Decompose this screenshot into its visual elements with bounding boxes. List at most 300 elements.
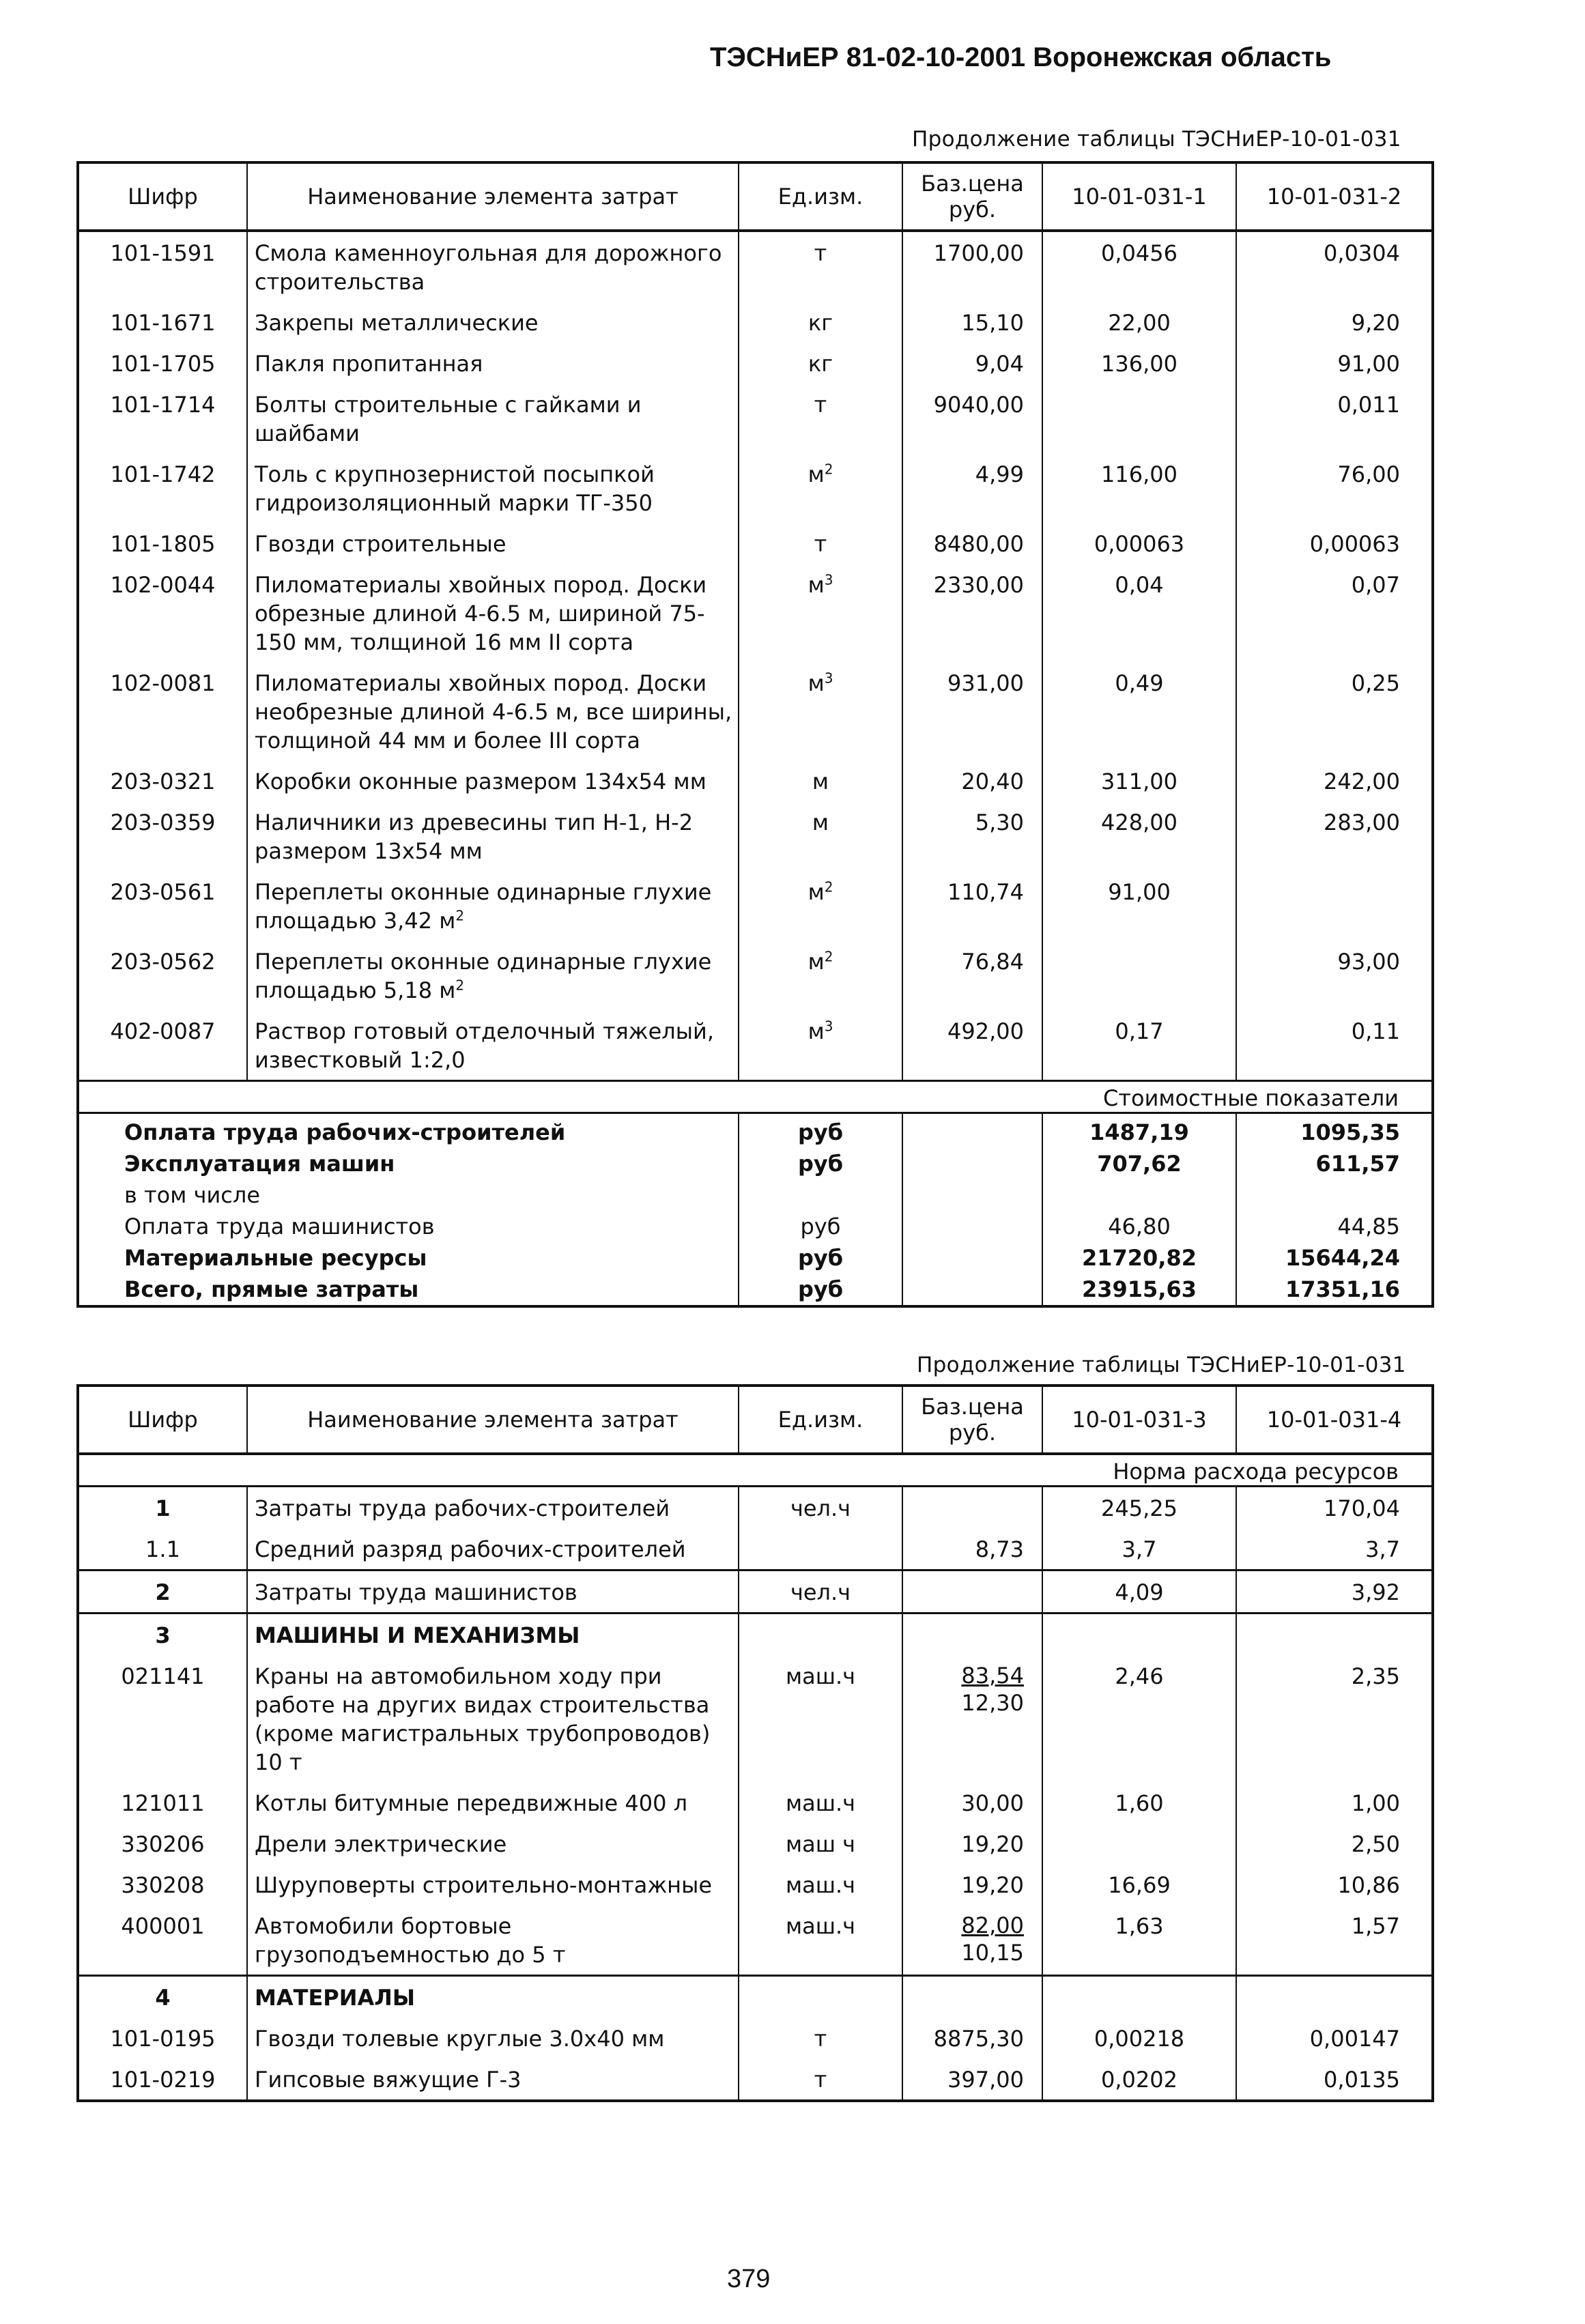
table-header-row: [78, 162, 1433, 231]
resource-name-text: Гипсовые вяжущие Г-3: [255, 2067, 522, 2093]
cost-value-2-text: 1095,35: [1300, 1119, 1400, 1145]
section-label-text: Норма расхода ресурсов: [1113, 1459, 1399, 1484]
table-row: [78, 2058, 1433, 2101]
norm-value-2: [1236, 384, 1433, 453]
cost-label: [78, 1211, 739, 1242]
resource-name: [247, 231, 739, 302]
norm-value-1-text: 0,49: [1115, 670, 1164, 696]
resource-name-text: Дрели электрические: [255, 1831, 507, 1857]
norm-value-2: [1236, 1570, 1433, 1613]
resource-table-1: [76, 161, 1434, 1308]
unit-text: кг: [808, 310, 833, 336]
norm-value-2-text: 1,57: [1351, 1913, 1400, 1939]
table-row: [78, 1487, 1433, 1529]
unit-text: м: [808, 572, 825, 598]
norm-value-2-text: 0,011: [1337, 392, 1400, 418]
norm-value-2-text: 2,35: [1351, 1663, 1400, 1689]
cost-unit-text: руб: [797, 1276, 844, 1302]
resource-name: [247, 1655, 739, 1782]
norm-value-2: [1236, 564, 1433, 662]
norm-value-2-text: 76,00: [1337, 461, 1400, 487]
norm-value-1: [1042, 384, 1236, 453]
unit: [739, 1782, 902, 1823]
cost-empty: [902, 1148, 1042, 1179]
resource-code-text: 101-0195: [110, 2026, 216, 2052]
resource-code-text: 102-0081: [110, 670, 216, 696]
cost-row: [78, 1179, 1433, 1211]
unit-text: чел.ч: [790, 1579, 851, 1605]
resource-name-text: Пиломатериалы хвойных пород. Доски обрезные длиной 4-6.5 м, шириной 75-150 мм, толщиной 16 мм II сорта: [255, 572, 707, 655]
resource-name: [247, 1905, 739, 1976]
resource-code-text: 101-1742: [110, 461, 216, 487]
unit-text: т: [814, 392, 827, 418]
base-price-text: 9,04: [975, 351, 1024, 377]
resource-code: [78, 1528, 247, 1570]
cost-label-text: Эксплуатация машин: [124, 1151, 395, 1177]
unit: [739, 871, 902, 941]
base-price: [902, 1905, 1042, 1976]
resource-name: [247, 871, 739, 941]
cost-row: [78, 1211, 1433, 1242]
resource-code-text: 101-1705: [110, 351, 216, 377]
resource-code-text: 101-1591: [110, 240, 216, 266]
norm-value-1-text: 0,0456: [1101, 240, 1177, 266]
resource-code-text: 203-0321: [110, 769, 216, 794]
section-label: [78, 1454, 1433, 1487]
resource-code-text: 102-0044: [110, 572, 216, 598]
resource-code-text: 101-1714: [110, 392, 216, 418]
base-price: [902, 453, 1042, 523]
cost-row: [78, 1274, 1433, 1306]
resource-name: [247, 1613, 739, 1656]
unit: [739, 1905, 902, 1976]
unit-text: маш ч: [785, 1831, 856, 1857]
unit: [739, 523, 902, 564]
unit: [739, 1613, 902, 1656]
norm-value-1: [1042, 231, 1236, 302]
cost-unit-text: руб: [797, 1119, 844, 1145]
resource-code: [78, 343, 247, 384]
base-price-text: 19,20: [961, 1872, 1024, 1898]
resource-code-text: 2: [155, 1579, 171, 1605]
resource-code: [78, 760, 247, 801]
base-price-text: 4,99: [975, 461, 1024, 487]
cost-unit: [739, 1211, 902, 1242]
norm-value-2: [1236, 1655, 1433, 1782]
cost-value-2-text: 44,85: [1337, 1214, 1400, 1239]
norm-value-2-text: 2,50: [1351, 1831, 1400, 1857]
resource-table-2: [76, 1384, 1434, 2102]
unit-text: м: [808, 949, 825, 975]
base-price: [902, 1570, 1042, 1613]
table-row: [78, 1782, 1433, 1823]
table-row: [78, 1976, 1433, 2018]
resource-name: [247, 1010, 739, 1081]
cost-unit-text: руб: [797, 1245, 844, 1271]
resource-name-text: Толь с крупнозернистой посыпкой гидроизоляционный марки ТГ-350: [255, 461, 655, 516]
norm-value-1: [1042, 1528, 1236, 1570]
cost-value-1-text: 21720,82: [1081, 1245, 1197, 1271]
norm-value-1: [1042, 1823, 1236, 1864]
resource-code-text: 330208: [121, 1872, 205, 1898]
cost-value-1: [1042, 1113, 1236, 1149]
norm-value-1: [1042, 523, 1236, 564]
unit: [739, 1864, 902, 1905]
norm-value-1: [1042, 1570, 1236, 1613]
resource-name-text: Болты строительные с гайками и шайбами: [255, 392, 642, 446]
price-fraction: [961, 1912, 1024, 1966]
resource-code-text: 1.1: [145, 1536, 180, 1562]
resource-name-text: Краны на автомобильном ходу при работе на других видах строительства (кроме магистральных трубопроводов) 10 т: [255, 1663, 711, 1775]
superscript: 2: [455, 907, 465, 924]
resource-code-text: 021141: [121, 1663, 205, 1689]
cost-unit-text: руб: [800, 1214, 841, 1239]
cost-label-text: Оплата труда машинистов: [124, 1214, 435, 1239]
norm-value-2-text: 0,0304: [1324, 240, 1400, 266]
norm-value-2: [1236, 801, 1433, 871]
base-price: [902, 1010, 1042, 1081]
base-price-text: 20,40: [961, 769, 1024, 794]
cost-label: [78, 1179, 739, 1211]
cost-unit-text: руб: [797, 1151, 844, 1177]
resource-code: [78, 1782, 247, 1823]
resource-code-text: 4: [155, 1985, 171, 2011]
resource-code: [78, 302, 247, 343]
cost-row: [78, 1148, 1433, 1179]
norm-value-2-text: 0,11: [1351, 1018, 1400, 1044]
resource-code: [78, 871, 247, 941]
resource-code-text: 101-1805: [110, 531, 216, 557]
table-row: [78, 1655, 1433, 1782]
resource-name-text: Наличники из древесины тип Н-1, Н-2 размером 13x54 мм: [255, 809, 694, 864]
cost-label: [78, 1113, 739, 1149]
resource-name-text: Переплеты оконные одинарные глухие площадью 3,42 м: [255, 879, 712, 934]
resource-name-text: Пакля пропитанная: [255, 351, 483, 377]
base-price: [902, 871, 1042, 941]
norm-value-1-text: 245,25: [1101, 1495, 1177, 1521]
norm-value-2-text: 1,00: [1351, 1790, 1400, 1816]
norm-value-1: [1042, 1487, 1236, 1529]
unit: [739, 1487, 902, 1529]
base-price: [902, 1613, 1042, 1656]
column-header: Шифр: [78, 1386, 247, 1454]
unit-text: т: [814, 2067, 827, 2093]
cost-value-2-text: 17351,16: [1285, 1276, 1400, 1302]
cost-label-text: Оплата труда рабочих-строителей: [124, 1119, 566, 1145]
cost-row: [78, 1113, 1433, 1149]
column-header: Ед.изм.: [739, 162, 902, 231]
price-numerator: 83,54: [961, 1663, 1024, 1689]
unit-text: чел.ч: [790, 1495, 851, 1521]
resource-name: [247, 1976, 739, 2018]
resource-name: [247, 453, 739, 523]
base-price: [902, 343, 1042, 384]
table-row: [78, 1905, 1433, 1976]
base-price: [902, 2018, 1042, 2058]
price-numerator: 82,00: [961, 1912, 1024, 1938]
table-row: [78, 1010, 1433, 1081]
norm-value-2-text: 3,7: [1365, 1536, 1400, 1562]
norm-value-2-text: 0,00147: [1309, 2026, 1400, 2052]
norm-value-1-text: 22,00: [1108, 310, 1171, 336]
norm-value-1: [1042, 302, 1236, 343]
norm-value-1: [1042, 801, 1236, 871]
cost-value-2: [1236, 1211, 1433, 1242]
unit-text: маш.ч: [785, 1790, 856, 1816]
norm-value-2: [1236, 453, 1433, 523]
cost-unit: [739, 1274, 902, 1306]
norm-value-1-text: 3,7: [1122, 1536, 1157, 1562]
norm-value-2: [1236, 1823, 1433, 1864]
norm-value-2-text: 9,20: [1351, 310, 1400, 336]
unit: [739, 941, 902, 1010]
unit: [739, 564, 902, 662]
resource-name: [247, 760, 739, 801]
table-row: [78, 871, 1433, 941]
resource-name: [247, 1487, 739, 1529]
resource-name: [247, 302, 739, 343]
base-price: [902, 760, 1042, 801]
cost-unit: [739, 1242, 902, 1274]
norm-value-2: [1236, 231, 1433, 302]
unit-text: маш.ч: [785, 1913, 856, 1939]
resource-code: [78, 941, 247, 1010]
table-row: [78, 1613, 1433, 1656]
norm-value-1: [1042, 1782, 1236, 1823]
column-header: 10-01-031-2: [1236, 162, 1433, 231]
norm-value-2-text: 170,04: [1324, 1495, 1400, 1521]
cost-empty: [902, 1113, 1042, 1149]
norm-value-1-text: 1,60: [1115, 1790, 1164, 1816]
base-price: [902, 1864, 1042, 1905]
norm-value-1-text: 16,69: [1108, 1872, 1171, 1898]
resource-name-text: МАТЕРИАЛЫ: [255, 1985, 416, 2011]
norm-value-2-text: 0,00063: [1309, 531, 1400, 557]
resource-code: [78, 1905, 247, 1976]
cost-unit: [739, 1148, 902, 1179]
unit-text: маш.ч: [785, 1872, 856, 1898]
cost-value-1: [1042, 1242, 1236, 1274]
norm-value-1: [1042, 564, 1236, 662]
superscript: 3: [824, 571, 833, 588]
unit: [739, 662, 902, 760]
resource-name: [247, 2058, 739, 2101]
price-denominator: 12,30: [961, 1690, 1024, 1716]
resource-code-text: 203-0359: [110, 809, 216, 835]
column-header: Баз.цена руб.: [902, 162, 1042, 231]
base-price-text: 5,30: [975, 809, 1024, 835]
resource-code-text: 3: [155, 1622, 171, 1648]
norm-value-1-text: 0,00063: [1094, 531, 1185, 557]
table-caption: Продолжение таблицы ТЭСНиЕР-10-01-031: [917, 1353, 1406, 1377]
page-title: ТЭСНиЕР 81-02-10-2001 Воронежская область: [710, 42, 1332, 72]
cost-unit: [739, 1179, 902, 1211]
cost-label: [78, 1274, 739, 1306]
norm-value-1-text: 311,00: [1101, 769, 1177, 794]
column-header: Шифр: [78, 162, 247, 231]
norm-value-2: [1236, 2058, 1433, 2101]
norm-value-2: [1236, 523, 1433, 564]
base-price: [902, 384, 1042, 453]
norm-value-1-text: 0,04: [1115, 572, 1164, 598]
unit-text: т: [814, 240, 827, 266]
resource-code-text: 1: [155, 1495, 171, 1521]
base-price-text: 8480,00: [933, 531, 1024, 557]
resource-name-text: Коробки оконные размером 134x54 мм: [255, 769, 706, 794]
base-price: [902, 662, 1042, 760]
table-row: [78, 302, 1433, 343]
resource-name: [247, 801, 739, 871]
section-label: [78, 1081, 1433, 1113]
norm-value-1-text: 0,0202: [1101, 2067, 1177, 2093]
cost-label: [78, 1148, 739, 1179]
superscript: 3: [824, 670, 833, 687]
cost-value-1-text: 707,62: [1097, 1151, 1182, 1177]
cost-empty: [902, 1211, 1042, 1242]
cost-value-2-text: 611,57: [1315, 1151, 1400, 1177]
unit: [739, 2018, 902, 2058]
base-price: [902, 1528, 1042, 1570]
superscript: 2: [824, 878, 833, 895]
resource-name: [247, 941, 739, 1010]
price-denominator: 10,15: [961, 1940, 1024, 1966]
cost-value-2: [1236, 1274, 1433, 1306]
base-price: [902, 1487, 1042, 1529]
unit: [739, 1570, 902, 1613]
resource-name: [247, 1528, 739, 1570]
resource-code: [78, 384, 247, 453]
norm-value-2: [1236, 941, 1433, 1010]
resource-name-text: Средний разряд рабочих-строителей: [255, 1536, 686, 1562]
cost-row: [78, 1242, 1433, 1274]
resource-name-text: МАШИНЫ И МЕХАНИЗМЫ: [255, 1622, 580, 1648]
resource-name-text: Пиломатериалы хвойных пород. Доски необрезные длиной 4-6.5 м, все ширины, толщиной 44 мм и более III сорта: [255, 670, 732, 754]
base-price: [902, 564, 1042, 662]
unit-text: кг: [808, 351, 833, 377]
base-price: [902, 1655, 1042, 1782]
cost-label-text: Всего, прямые затраты: [124, 1276, 419, 1302]
cost-value-1-text: 23915,63: [1081, 1276, 1197, 1302]
norm-value-2: [1236, 1487, 1433, 1529]
base-price: [902, 1782, 1042, 1823]
cost-value-1-text: 46,80: [1108, 1214, 1171, 1239]
cost-label-text: в том числе: [124, 1182, 260, 1208]
base-price-text: 2330,00: [933, 572, 1024, 598]
resource-code: [78, 801, 247, 871]
cost-unit: [739, 1113, 902, 1149]
unit: [739, 453, 902, 523]
cost-value-2: [1236, 1242, 1433, 1274]
cost-value-1: [1042, 1211, 1236, 1242]
column-header: Наименование элемента затрат: [247, 162, 739, 231]
base-price-text: 30,00: [961, 1790, 1024, 1816]
table-row: [78, 662, 1433, 760]
resource-name-text: Гвозди строительные: [255, 531, 506, 557]
norm-value-1: [1042, 1864, 1236, 1905]
norm-value-2: [1236, 343, 1433, 384]
resource-name-text: Переплеты оконные одинарные глухие площадью 5,18 м: [255, 949, 712, 1003]
column-header: 10-01-031-3: [1042, 1386, 1236, 1454]
resource-code: [78, 1613, 247, 1656]
resource-name-text: Затраты труда машинистов: [255, 1579, 577, 1605]
table-row: [78, 1570, 1433, 1613]
column-header: Баз.цена руб.: [902, 1386, 1042, 1454]
unit: [739, 1655, 902, 1782]
unit-text: м: [812, 809, 829, 835]
resource-name-text: Закрепы металлические: [255, 310, 539, 336]
norm-value-1: [1042, 1613, 1236, 1656]
norm-value-1-text: 428,00: [1101, 809, 1177, 835]
base-price: [902, 941, 1042, 1010]
norm-value-1-text: 2,46: [1115, 1663, 1164, 1689]
norm-value-1: [1042, 1976, 1236, 2018]
column-header: Наименование элемента затрат: [247, 1386, 739, 1454]
unit: [739, 343, 902, 384]
table-header-row: [78, 1386, 1433, 1454]
norm-value-2-text: 91,00: [1337, 351, 1400, 377]
norm-value-1: [1042, 2018, 1236, 2058]
unit-text: м: [808, 1018, 825, 1044]
norm-value-1: [1042, 2058, 1236, 2101]
table-row: [78, 564, 1433, 662]
resource-name-text: Смола каменноугольная для дорожного строительства: [255, 240, 722, 295]
unit-text: м: [808, 461, 825, 487]
norm-value-1-text: 91,00: [1108, 879, 1171, 905]
column-header: 10-01-031-4: [1236, 1386, 1433, 1454]
unit-text: м: [808, 879, 825, 905]
resource-code: [78, 231, 247, 302]
unit: [739, 1976, 902, 2018]
resource-code-text: 402-0087: [110, 1018, 216, 1044]
norm-value-1: [1042, 941, 1236, 1010]
norm-value-2-text: 0,07: [1351, 572, 1400, 598]
resource-code: [78, 1864, 247, 1905]
unit: [739, 1528, 902, 1570]
resource-code-text: 400001: [121, 1913, 205, 1939]
base-price-text: 397,00: [947, 2067, 1024, 2093]
norm-value-2-text: 10,86: [1337, 1872, 1400, 1898]
resource-code: [78, 1976, 247, 2018]
resource-code: [78, 2058, 247, 2101]
resource-code: [78, 453, 247, 523]
superscript: 3: [824, 1018, 833, 1035]
resource-name: [247, 523, 739, 564]
unit: [739, 302, 902, 343]
base-price: [902, 302, 1042, 343]
cost-value-2: [1236, 1148, 1433, 1179]
norm-value-1: [1042, 1655, 1236, 1782]
cost-empty: [902, 1274, 1042, 1306]
unit-text: м: [812, 769, 829, 794]
norm-value-1: [1042, 662, 1236, 760]
norm-value-2: [1236, 662, 1433, 760]
cost-label-text: Материальные ресурсы: [124, 1245, 427, 1271]
table-row: [78, 453, 1433, 523]
norm-value-2: [1236, 1010, 1433, 1081]
norm-value-1-text: 0,00218: [1094, 2026, 1185, 2052]
norm-value-1: [1042, 343, 1236, 384]
section-row: [78, 1454, 1433, 1487]
column-header: 10-01-031-1: [1042, 162, 1236, 231]
norm-value-1: [1042, 1905, 1236, 1976]
price-fraction: [961, 1662, 1024, 1717]
base-price: [902, 1976, 1042, 2018]
column-header: Ед.изм.: [739, 1386, 902, 1454]
unit: [739, 231, 902, 302]
norm-value-2: [1236, 2018, 1433, 2058]
page-number: 379: [727, 2265, 771, 2293]
norm-value-2: [1236, 1782, 1433, 1823]
